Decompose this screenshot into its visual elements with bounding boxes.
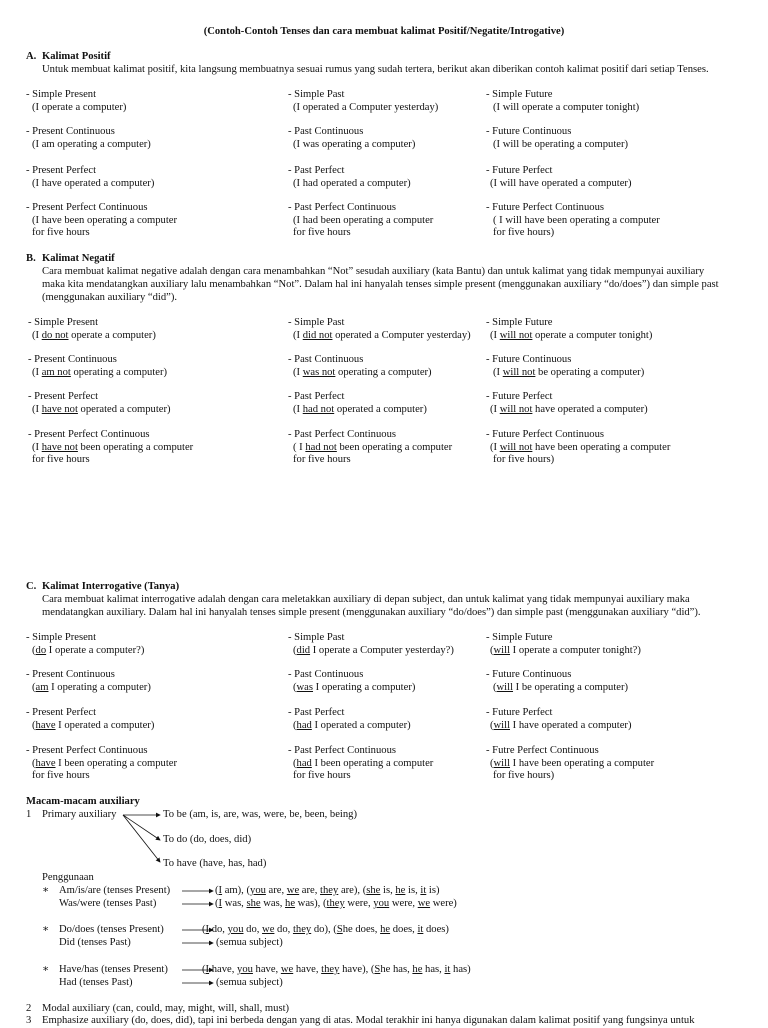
a-simple-present: - Simple Present (I operate a computer): [26, 89, 127, 113]
be-past-usage: (I was, she was, he was), (they were, you were, we were): [215, 898, 457, 909]
do-past-usage: (semua subject): [216, 937, 283, 948]
a-future-perf: - Future Perfect (I will have operated a computer): [486, 165, 632, 189]
b-present-perf: - Present Perfect (I have not operated a computer): [28, 391, 171, 415]
c-future-perf-cont: - Futre Perfect Continuous (will I have been operating a computer for five hours): [486, 745, 655, 781]
bullet-do: ∗: [42, 924, 50, 935]
b-past-cont: - Past Continuous (I was not operating a computer): [288, 354, 432, 378]
a-past-perf: - Past Perfect (I had operated a computer): [288, 165, 411, 189]
aux-item3-text: Emphasize auxiliary (do, does, did), tapi ini berbeda dengan yang di atas. Modal terakhir ini hanya digunakan dalam kalimat positif yang fungsinya untuk: [42, 1015, 695, 1026]
a-present-perf-cont: - Present Perfect Continuous (I have been operating a computer for five hours: [26, 202, 178, 238]
have-past-usage: (semua subject): [216, 977, 283, 988]
a-present-perf: - Present Perfect (I have operated a computer): [26, 165, 155, 189]
section-a-intro: Untuk membuat kalimat positif, kita langsung membuatnya sesuai rumus yang sudah tertera, berikut akan diberikan contoh kalimat positif dari setiap Tenses.: [42, 64, 709, 75]
b-future-cont: - Future Continuous (I will not be operating a computer): [486, 354, 645, 378]
b-future-perf: - Future Perfect (I will not have operated a computer): [486, 391, 648, 415]
c-future-cont: - Future Continuous (will I be operating a computer): [486, 669, 629, 693]
b-simple-present: - Simple Present (I do not operate a computer): [28, 317, 156, 341]
c-past-perf-cont: - Past Perfect Continuous (had I been operating a computer for five hours: [288, 745, 434, 781]
section-c-intro-l2: mendatangkan auxiliary. Dalam hal ini hanyalah tenses simple present (menggunakan auxiliary “do/does”) dan simple past (menggunakan auxiliary “did”).: [42, 607, 701, 618]
a-future-perf-cont: - Future Perfect Continuous ( I will have been operating a computer for five hours): [486, 202, 660, 238]
a-future-cont: - Future Continuous (I will be operating a computer): [486, 126, 629, 150]
aux-to-do: To do (do, does, did): [163, 834, 252, 845]
b-past-perf: - Past Perfect (I had not operated a computer): [288, 391, 427, 415]
page-title: (Contoh-Contoh Tenses dan cara membuat kalimat Positif/Negatite/Introgative): [203, 26, 565, 37]
a-past-cont: - Past Continuous (I was operating a computer): [288, 126, 416, 150]
c-simple-past: - Simple Past (did I operate a Computer yesterday?): [288, 632, 454, 656]
section-b-heading: Kalimat Negatif: [42, 253, 115, 264]
a-present-cont: - Present Continuous (I am operating a computer): [26, 126, 151, 150]
be-present-usage: (I am), (you are, we are, they are), (she is, he is, it is): [215, 885, 440, 896]
a-simple-past: - Simple Past (I operated a Computer yesterday): [288, 89, 439, 113]
aux-item1-num: 1: [26, 809, 32, 820]
c-future-perf: - Future Perfect (will I have operated a computer): [486, 707, 632, 731]
do-present-label: Do/does (tenses Present): [59, 924, 164, 935]
c-present-cont: - Present Continuous (am I operating a computer): [26, 669, 151, 693]
c-past-perf: - Past Perfect (had I operated a computer): [288, 707, 411, 731]
have-past-label: Had (tenses Past): [59, 977, 133, 988]
section-c-letter: C.: [26, 581, 37, 592]
be-past-label: Was/were (tenses Past): [59, 898, 157, 909]
penggunaan-label: Penggunaan: [42, 872, 94, 883]
aux-to-be: To be (am, is, are, was, were, be, been, being): [163, 809, 357, 820]
a-simple-future: - Simple Future (I will operate a computer tonight): [486, 89, 640, 113]
section-b-intro-l2: maka kita mendatangkan auxiliary lalu menambahkan “Not”. Dalam hal ini hanyalah tenses simple present (menggunakan auxiliary “do/does”) dan simple past: [42, 279, 719, 290]
auxiliary-heading: Macam-macam auxiliary: [26, 796, 140, 807]
aux-item2-num: 2: [26, 1003, 32, 1014]
section-a-heading: Kalimat Positif: [42, 51, 111, 62]
b-present-cont: - Present Continuous (I am not operating a computer): [28, 354, 168, 378]
section-a-letter: A.: [26, 51, 37, 62]
aux-item3-num: 3: [26, 1015, 32, 1026]
bullet-have: ∗: [42, 964, 50, 975]
section-b-intro-l1: Cara membuat kalimat negative adalah dengan cara menambahkan “Not” sesudah auxiliary (kata Bantu) dan untuk kalimat yang tidak mempunyai auxiliary: [42, 266, 705, 277]
section-b-intro-l3: (menggunakan auxiliary “did”).: [42, 292, 178, 303]
have-present-label: Have/has (tenses Present): [59, 964, 168, 975]
arrow-to-do: [123, 815, 160, 840]
section-c-intro-l1: Cara membuat kalimat interrogative adalah dengan cara meletakkan auxiliary di depan subject, dan untuk kalimat yang tidak mempunyai auxiliary maka: [42, 594, 690, 605]
do-past-label: Did (tenses Past): [59, 937, 131, 948]
aux-item1-label: Primary auxiliary: [42, 809, 117, 820]
aux-item2-text: Modal auxiliary (can, could, may, might, will, shall, must): [42, 1003, 290, 1014]
c-simple-present: - Simple Present (do I operate a computer?): [26, 632, 145, 656]
section-b-letter: B.: [26, 253, 36, 264]
b-present-perf-cont: - Present Perfect Continuous (I have not been operating a computer for five hours: [28, 429, 194, 465]
do-present-usage: (I do, you do, we do, they do), (She does, he does, it does): [202, 924, 449, 935]
aux-to-have: To have (have, has, had): [163, 858, 267, 869]
c-past-cont: - Past Continuous (was I operating a computer): [288, 669, 416, 693]
bullet-be: ∗: [42, 885, 50, 896]
c-simple-future: - Simple Future (will I operate a computer tonight?): [486, 632, 641, 656]
c-present-perf: - Present Perfect (have I operated a computer): [26, 707, 155, 731]
b-simple-past: - Simple Past (I did not operated a Computer yesterday): [288, 317, 471, 341]
arrow-to-have: [123, 815, 160, 862]
b-past-perf-cont: - Past Perfect Continuous ( I had not been operating a computer for five hours: [288, 429, 453, 465]
a-past-perf-cont: - Past Perfect Continuous (I had been operating a computer for five hours: [288, 202, 434, 238]
be-present-label: Am/is/are (tenses Present): [59, 885, 171, 896]
b-future-perf-cont: - Future Perfect Continuous (I will not have been operating a computer for five hours): [486, 429, 671, 465]
have-present-usage: (I have, you have, we have, they have), (She has, he has, it has): [202, 964, 471, 975]
section-c-heading: Kalimat Interrogative (Tanya): [42, 581, 180, 592]
c-present-perf-cont: - Present Perfect Continuous (have I been operating a computer for five hours: [26, 745, 178, 781]
b-simple-future: - Simple Future (I will not operate a computer tonight): [486, 317, 653, 341]
